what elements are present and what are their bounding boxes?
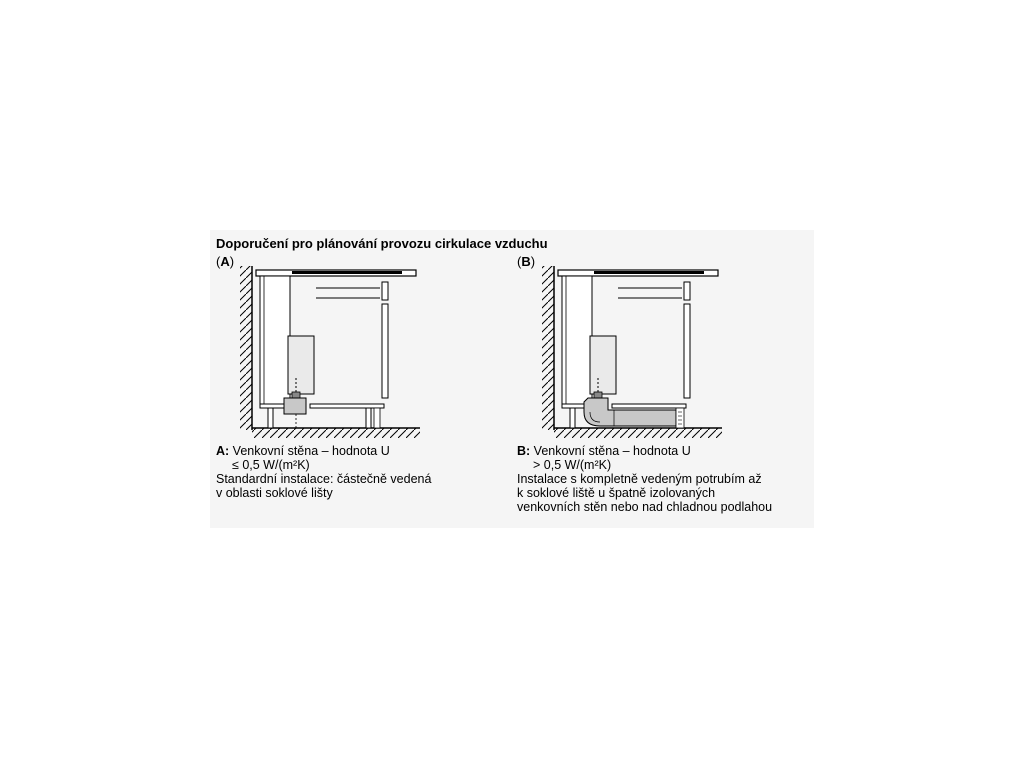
figure-title: Doporučení pro plánování provozu cirkulace vzduchu (216, 236, 548, 251)
plinth (676, 408, 684, 428)
air-module (288, 336, 314, 394)
outer-wall (240, 266, 252, 430)
cabinet-door (382, 304, 388, 398)
drawer-front (382, 282, 388, 300)
outer-wall (542, 266, 554, 430)
variant-a-caption: A: Venkovní stěna – hodnota U ≤ 0,5 W/(m²K) Standardní instalace: částečně vedená v oblasti soklové lišty (216, 444, 432, 500)
variant-a-tag: (A) (216, 254, 235, 269)
plinth (374, 408, 380, 428)
variant-b-diagram (532, 262, 732, 442)
floor (554, 428, 722, 438)
variant-b-tag: (B) (517, 254, 536, 269)
floor (252, 428, 420, 438)
air-module (590, 336, 616, 394)
variant-a-diagram (230, 262, 430, 442)
plinth-duct (284, 398, 306, 414)
variant-b-caption: B: Venkovní stěna – hodnota U > 0,5 W/(m²K) Instalace s kompletně vedeným potrubím až k soklové liště u špatně izolovaných venkovních stěn nebo nad chladnou podlahou (517, 444, 773, 514)
cabinet-door (684, 304, 690, 398)
drawer-front (684, 282, 690, 300)
